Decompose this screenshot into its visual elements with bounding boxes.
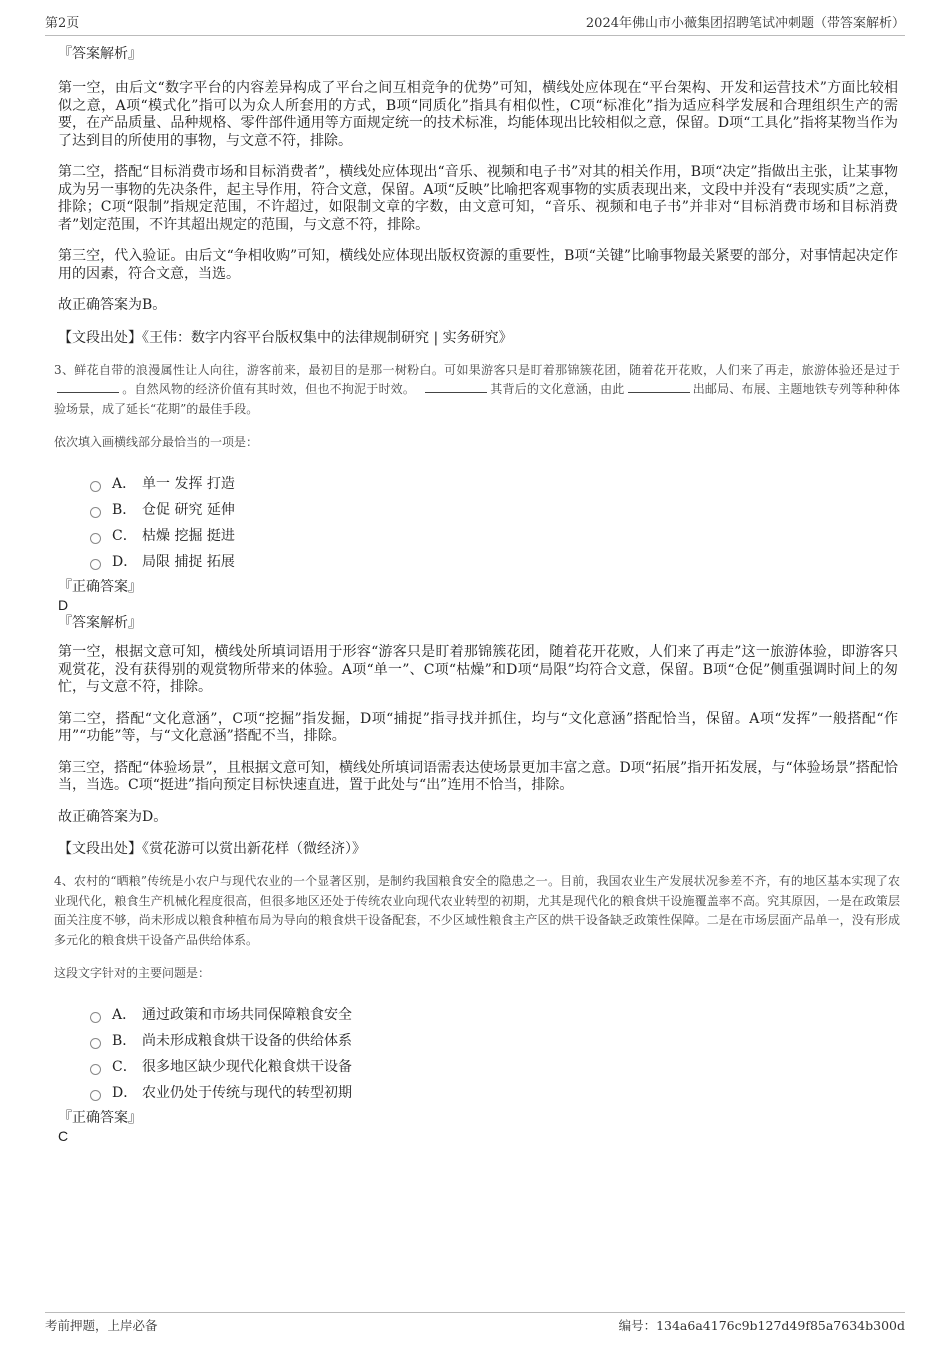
option-c[interactable] xyxy=(90,522,900,548)
radio-icon[interactable] xyxy=(90,507,101,518)
option-text: 尚未形成粮食烘干设备的供给体系 xyxy=(142,1033,352,1049)
question-3 xyxy=(54,361,900,575)
page-header xyxy=(45,12,905,36)
option-letter: D． xyxy=(112,1085,138,1101)
page-footer xyxy=(45,1312,905,1334)
option-text: 枯燥 挖掘 挺进 xyxy=(142,528,235,544)
question-text xyxy=(54,361,900,420)
fill-blank xyxy=(628,380,690,393)
option-letter: B． xyxy=(112,502,137,518)
option-letter: A． xyxy=(112,1007,137,1023)
option-d[interactable] xyxy=(90,1079,900,1105)
document-title: 2024年佛山市小薇集团招聘笔试冲刺题（带答案解析） xyxy=(585,16,905,31)
radio-icon[interactable] xyxy=(90,1064,101,1075)
document-id: 编号：134a6a4176c9b127d49f85a7634b300d xyxy=(618,1318,905,1333)
analysis-paragraph: 第一空，根据文意可知，横线处所填词语用于形容“游客只是盯着那锦簇花团，随着花开花败，人们来了再走”这一旅游体验，即游客只观赏花，没有获得别的观赏物所带来的体验。A项“单一”、C项“枯燥”和D项“局限”均符合文意，保留。B项“仓促”侧重强调时间上的匆忙，与文意不符，排除。 xyxy=(58,644,898,695)
question-text-part: 3、鲜花自带的浪漫属性让人向往，游客前来，最初目的是那一树粉白。可如果游客只是盯着那锦簇花团，随着花开花败，人们来了再走，旅游体验还是过于 xyxy=(54,362,900,377)
question-text-part: 其背后的文化意涵，由此 xyxy=(490,382,625,396)
option-d[interactable] xyxy=(90,548,900,574)
question-text-part: 。自然风物的经济价值有其时效，但也不拘泥于时效。 xyxy=(122,382,416,396)
option-b[interactable] xyxy=(90,496,900,522)
page-number: 第2页 xyxy=(45,16,80,31)
option-c[interactable] xyxy=(90,1053,900,1079)
correct-answer: D xyxy=(58,597,69,613)
question-4-answer xyxy=(58,1109,898,1145)
radio-icon[interactable] xyxy=(90,481,101,492)
option-text: 仓促 研究 延伸 xyxy=(142,502,235,518)
option-text: 农业仍处于传统与现代的转型初期 xyxy=(142,1085,352,1101)
radio-icon[interactable] xyxy=(90,533,101,544)
fill-blank xyxy=(425,380,487,393)
source-citation: 【文段出处】《赏花游可以赏出新花样（微经济）》 xyxy=(58,841,366,857)
option-letter: C． xyxy=(112,528,137,544)
option-b[interactable] xyxy=(90,1027,900,1053)
question-3-answer xyxy=(58,578,898,858)
radio-icon[interactable] xyxy=(90,1012,101,1023)
correct-answer: C xyxy=(58,1128,69,1144)
analysis-conclusion: 故正确答案为D。 xyxy=(58,808,168,825)
question-text: 4、农村的“晒粮”传统是小农户与现代农业的一个显著区别，是制约我国粮食安全的隐患之一。目前，我国农业生产发展状况参差不齐，有的地区基本实现了农业现代化，粮食生产机械化程度很高，但很多地区还处于传统农业向现代农业转型的初期，尤其是现代化的粮食烘干设施覆盖率不高。究其原因，一是在政策层面关注度不够，尚未形成以粮食种植布局为导向的粮食烘干设备配套，不少区域性粮食主产区的烘干设备缺乏政策性保障。二是在市场层面产品单一，没有形成多元化的粮食烘干设备产品供给体系。 xyxy=(54,874,900,947)
analysis-label: 『答案解析』 xyxy=(58,46,142,62)
radio-icon[interactable] xyxy=(90,1038,101,1049)
option-letter: D． xyxy=(112,554,138,570)
answer-options xyxy=(90,1001,900,1105)
option-text: 局限 捕捉 拓展 xyxy=(142,554,235,570)
answer-options xyxy=(90,470,900,574)
analysis-label: 『答案解析』 xyxy=(58,615,142,631)
analysis-conclusion: 故正确答案为B。 xyxy=(58,297,167,313)
analysis-paragraph: 第三空，搭配“体验场景”，且根据文意可知，横线处所填词语需表达使场景更加丰富之意。D项“拓展”指开拓发展，与“体验场景”搭配恰当，当选。C项“挺进”指向预定目标快速直进，置于此处与“出”连用不恰当，排除。 xyxy=(58,759,898,793)
footer-slogan: 考前押题，上岸必备 xyxy=(45,1318,158,1333)
option-a[interactable] xyxy=(90,1001,900,1027)
analysis-paragraph: 第三空，代入验证。由后文“争相收购”可知，横线处应体现出版权资源的重要性，B项“关键”比喻事物最关紧要的部分，对事情起决定作用的因素，符合文意，当选。 xyxy=(58,248,898,282)
option-letter: C． xyxy=(112,1059,137,1075)
question-4 xyxy=(54,872,900,1105)
question-prompt: 依次填入画横线部分最恰当的一项是： xyxy=(54,435,259,449)
fill-blank xyxy=(57,380,119,393)
option-letter: A． xyxy=(112,476,137,492)
answer-label: 『正确答案』 xyxy=(58,579,142,595)
source-citation: 【文段出处】《王伟：数字内容平台版权集中的法律规制研究 | 实务研究》 xyxy=(58,329,513,346)
page-content xyxy=(54,44,900,1145)
option-a[interactable] xyxy=(90,470,900,496)
radio-icon[interactable] xyxy=(90,1090,101,1101)
radio-icon[interactable] xyxy=(90,559,101,570)
analysis-paragraph: 第二空，搭配“文化意涵”，C项“挖掘”指发掘，D项“捕捉”指寻找并抓住，均与“文化意涵”搭配恰当，保留。A项“发挥”一般搭配“作用”“功能”等，与“文化意涵”搭配不当，排除。 xyxy=(58,710,898,744)
analysis-paragraph: 第一空，由后文“数字平台的内容差异构成了平台之间互相竞争的优势”可知，横线处应体现在“平台架构、开发和运营技术”方面比较相似之意，A项“模式化”指可以为众人所套用的方式，B项“同质化”指具有相似性，C项“标准化”指为适应科学发展和合理组织生产的需要，在产品质量、品种规格、零件部件通用等方面规定统一的技术标准，均能体现出比较相似之意，保留。D项“工具化”指将某物当作为了达到目的所使用的事物，与文意不符，排除。 xyxy=(58,80,898,149)
question-text-part: 出邮局、布展、主题地铁专列等种种体验场景，成了延长“花期”的最佳手段。 xyxy=(54,382,900,416)
answer-label: 『正确答案』 xyxy=(58,1110,142,1126)
option-letter: B． xyxy=(112,1033,137,1049)
question-prompt: 这段文字针对的主要问题是： xyxy=(54,966,211,980)
option-text: 很多地区缺少现代化粮食烘干设备 xyxy=(142,1059,352,1075)
previous-question-analysis xyxy=(58,44,898,347)
option-text: 单一 发挥 打造 xyxy=(142,476,235,492)
analysis-paragraph: 第二空，搭配“目标消费市场和目标消费者”，横线处应体现出“音乐、视频和电子书”对其的相关作用，B项“决定”指做出主张，让某事物成为另一事物的先决条件，起主导作用，符合文意，保留。A项“反映”比喻把客观事物的实质表现出来，文段中并没有“表现实质”之意，排除；C项“限制”指规定范围，不许超过，如限制文章的字数，由文意可知，“音乐、视频和电子书”并非对“目标消费市场和目标消费者”划定范围，不许其超出规定的范围，与文意不符，排除。 xyxy=(58,164,898,233)
option-text: 通过政策和市场共同保障粮食安全 xyxy=(142,1007,352,1023)
